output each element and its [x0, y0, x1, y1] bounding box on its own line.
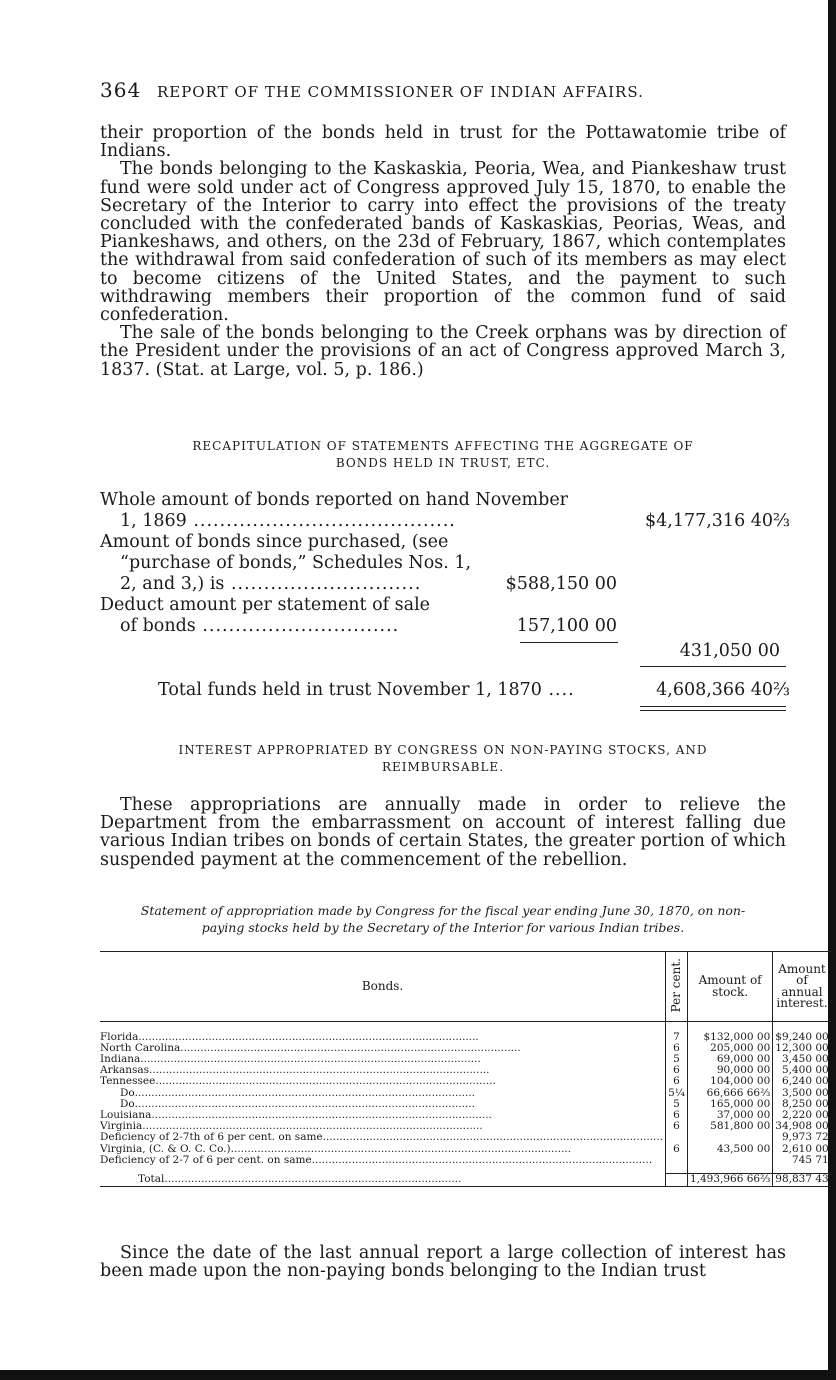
recap-deduct-label: of bonds: [120, 616, 196, 636]
row-percent: 6: [666, 1065, 688, 1076]
row-percent: 6: [666, 1144, 688, 1155]
row-name: North Carolina: [100, 1042, 181, 1054]
row-name-cell: [100, 1144, 666, 1155]
row-interest: 2,220 00: [773, 1110, 831, 1121]
recap-heading: [100, 438, 786, 472]
header-title: REPORT OF THE COMMISSIONER OF INDIAN AFFAIRS.: [156, 83, 644, 101]
row-percent: 6: [666, 1076, 688, 1087]
row-percent: 5: [666, 1099, 688, 1110]
row-stock: 66,666 66⅔: [687, 1088, 772, 1099]
subtotal-rule: [520, 642, 618, 643]
row-name-cell: [100, 1110, 666, 1121]
row-percent: 5: [666, 1054, 688, 1065]
row-interest: 2,610 00: [773, 1144, 831, 1155]
row-name-cell: [100, 1032, 666, 1043]
recap-whole-line-2: [120, 511, 620, 531]
recap-purchased-amount: $588,150 00: [505, 574, 617, 594]
row-interest: 9,973 72: [773, 1132, 831, 1143]
running-header: [100, 78, 790, 102]
row-name-cell: [100, 1099, 666, 1110]
interest-heading-line-1: INTEREST APPROPRIATED BY CONGRESS ON NON-PAYING STOCKS, AND: [178, 743, 708, 757]
leader-dots: ......................................................................................................: [142, 1121, 483, 1133]
closing-text: [100, 1244, 786, 1280]
row-stock: 90,000 00: [687, 1065, 772, 1076]
row-name-cell: [100, 1121, 666, 1132]
col-header-percent: [666, 952, 688, 1022]
total-stock: 1,493,966 66⅔: [687, 1174, 772, 1186]
table-spacer: [100, 1022, 831, 1032]
leader-dots: ......................................................................................................: [155, 1076, 496, 1088]
recap-deduct-line-1: Deduct amount per statement of sale: [100, 595, 431, 615]
paragraph-3: The sale of the bonds belonging to the Creek orphans was by direction of the President under the provisions of an act of Congress approved March 3, 1837. (Stat. at Large, vol. 5, p. 186.): [100, 323, 786, 380]
total-row: [100, 1174, 831, 1186]
intro-text: [100, 124, 786, 379]
leader-dots: ......................................................................................................: [151, 1109, 492, 1121]
table-row: [100, 1155, 831, 1166]
interest-heading-line-2: REIMBURSABLE.: [381, 760, 505, 774]
leader-dots: ......................................................................................................: [134, 1098, 476, 1110]
caption-line-2: paying stocks held by the Secretary of the Interior for various Indian tribes.: [201, 920, 685, 935]
row-interest: 3,500 00: [773, 1088, 831, 1099]
row-stock: 205,000 00: [687, 1043, 772, 1054]
statement-table: [100, 951, 831, 1187]
total-double-rule-2: [640, 710, 786, 711]
leader-dots: ......................................................................................................: [138, 1031, 479, 1043]
row-name: Louisiana: [100, 1109, 152, 1121]
row-stock: [687, 1155, 772, 1166]
total-label: Total: [138, 1173, 165, 1186]
recap-heading-line-2: BONDS HELD IN TRUST, ETC.: [335, 456, 551, 470]
row-percent: 6: [666, 1121, 688, 1132]
statement-table-body: [100, 1022, 831, 1166]
row-percent: [666, 1132, 688, 1143]
col-header-percent-text: Per cent.: [668, 958, 683, 1013]
interest-text: [100, 796, 786, 869]
col-header-bonds: Bonds.: [100, 952, 666, 1022]
statement-caption: [100, 902, 786, 936]
leader-dots: .............................: [224, 574, 422, 594]
leader-dots: ......................................................................................................: [230, 1143, 572, 1155]
recap-difference: 431,050 00: [679, 641, 780, 661]
row-percent: [666, 1155, 688, 1166]
row-name: Deficiency of 2-7 of 6 per cent. on same: [100, 1154, 312, 1166]
row-name-cell: [100, 1076, 666, 1087]
row-name-cell: [100, 1043, 666, 1054]
recap-purchased-line-3: [120, 574, 485, 594]
table-row: [100, 1121, 831, 1132]
recap-purchased-line-1: Amount of bonds since purchased, (see: [100, 532, 449, 552]
row-interest: $9,240 00: [773, 1032, 831, 1043]
row-percent: 5¼: [666, 1088, 688, 1099]
row-name: Deficiency of 2-7th of 6 per cent. on same: [100, 1132, 323, 1144]
leader-dots: ......................................................................................................: [180, 1042, 521, 1054]
col-header-stock: Amount of stock.: [687, 952, 772, 1022]
row-name: Florida: [100, 1031, 139, 1043]
row-name: Do: [120, 1087, 135, 1099]
recap-deduct-line-2: [120, 616, 485, 636]
caption-line-1: Statement of appropriation made by Congress for the fiscal year ending June 30, 1870, on non-: [140, 903, 746, 918]
leader-dots: ......................................................................................................: [149, 1065, 490, 1077]
recap-heading-line-1: RECAPITULATION OF STATEMENTS AFFECTING THE AGGREGATE OF: [192, 439, 694, 453]
row-interest: 5,400 00: [773, 1065, 831, 1076]
row-stock: $132,000 00: [687, 1032, 772, 1043]
leader-dots: ......................................................................................................: [140, 1053, 481, 1065]
leader-dots: ......................................................................................................: [311, 1154, 653, 1166]
table-row: [100, 1144, 831, 1155]
row-name-cell: [100, 1054, 666, 1065]
leader-dots: ..............................: [195, 616, 400, 636]
paragraph-2: The bonds belonging to the Kaskaskia, Peoria, Wea, and Piankeshaw trust fund were sold under act of Congress approved July 15, 1870, to enable the Secretary of the Interior to carry into effect the provisions of the treaty concluded with the confederated bands of Kaskaskias, Peorias, Weas, and Piankeshaws, and others, on the 23d of February, 1867, which contemplates the withdrawal from said confederation of such of its members as may elect to become citizens of the United States, and the payment to such withdrawing members their proportion of the common fund of said confederation.: [100, 159, 786, 326]
row-interest: 8,250 00: [773, 1099, 831, 1110]
page-number: 364: [100, 78, 142, 102]
row-percent: 6: [666, 1110, 688, 1121]
scan-edge-bottom: [0, 1370, 836, 1380]
leader-dots: ........................................: [186, 511, 456, 531]
total-interest: 98,837 43: [773, 1174, 831, 1186]
leader-dots: .........................................................................................: [164, 1173, 462, 1186]
row-percent: 6: [666, 1043, 688, 1054]
recap-whole-amount: $4,177,316 40⅔: [645, 511, 790, 531]
table-row: [100, 1132, 831, 1143]
closing-paragraph: Since the date of the last annual report a large collection of interest has been made upon the non-paying bonds belonging to the Indian trust: [100, 1243, 786, 1282]
recap-total-label: Total funds held in trust November 1, 1870: [158, 680, 542, 700]
row-name-cell: [100, 1065, 666, 1076]
row-interest: 34,908 00: [773, 1121, 831, 1132]
recap-whole-label: 1, 1869: [120, 511, 187, 531]
row-interest: 12,300 00: [773, 1043, 831, 1054]
row-interest: 6,240 00: [773, 1076, 831, 1087]
row-name: Arkansas: [100, 1065, 150, 1077]
paragraph-1: their proportion of the bonds held in trust for the Pottawatomie tribe of Indians.: [100, 123, 786, 162]
recap-purchased-label: 2, and 3,) is: [120, 574, 225, 594]
recap-total-line: [158, 680, 628, 700]
recap-purchased-line-2: “purchase of bonds,” Schedules Nos. 1,: [120, 553, 472, 573]
row-name: Virginia, (C. & O. C. Co.): [100, 1143, 231, 1155]
row-name-cell: [100, 1155, 666, 1166]
row-stock: 165,000 00: [687, 1099, 772, 1110]
leader-dots: ....: [541, 680, 575, 700]
row-stock: 37,000 00: [687, 1110, 772, 1121]
row-name: Do: [120, 1098, 135, 1110]
total-double-rule-1: [640, 706, 786, 707]
row-stock: 581,800 00: [687, 1121, 772, 1132]
difference-rule: [640, 666, 786, 667]
total-percent-cell: [666, 1174, 688, 1186]
recap-total-amount: 4,608,366 40⅔: [656, 680, 790, 700]
total-row-label: [100, 1174, 666, 1186]
row-interest: 745 71: [773, 1155, 831, 1166]
row-stock: [687, 1132, 772, 1143]
interest-paragraph: These appropriations are annually made in order to relieve the Department from the embarrassment on account of interest falling due various Indian tribes on bonds of certain States, the greater portion of which suspended payment at the commencement of the rebellion.: [100, 795, 786, 870]
col-header-interest: Amount of annual interest.: [773, 952, 831, 1022]
row-name-cell: [100, 1088, 666, 1099]
recap-deduct-amount: 157,100 00: [516, 616, 617, 636]
row-stock: 69,000 00: [687, 1054, 772, 1065]
row-name: Indiana: [100, 1053, 141, 1065]
interest-heading: [100, 742, 786, 776]
row-name: Virginia: [100, 1121, 143, 1133]
leader-dots: ......................................................................................................: [322, 1132, 664, 1144]
recap-whole-line-1: Whole amount of bonds reported on hand November: [100, 490, 569, 510]
table-row: [100, 1076, 831, 1087]
row-interest: 3,450 00: [773, 1054, 831, 1065]
row-stock: 104,000 00: [687, 1076, 772, 1087]
row-name-cell: [100, 1132, 666, 1143]
row-percent: 7: [666, 1032, 688, 1043]
statement-total: [100, 1166, 831, 1186]
row-stock: 43,500 00: [687, 1144, 772, 1155]
leader-dots: ......................................................................................................: [134, 1087, 476, 1099]
row-name: Tennessee: [100, 1076, 156, 1088]
